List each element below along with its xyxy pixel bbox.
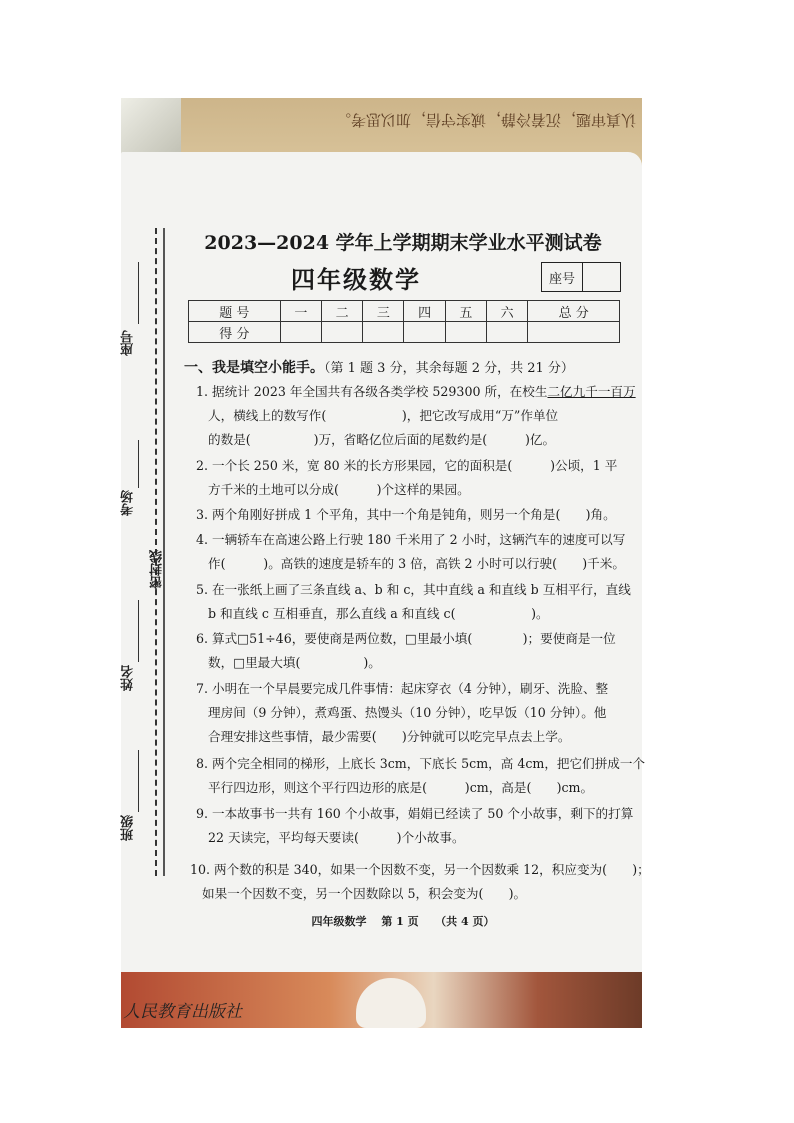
question-line: 理房间（9 分钟），煮鸡蛋、热馒头（10 分钟），吃早饭（10 分钟）。他 (208, 705, 607, 720)
margin-seal-label: 密封线 (150, 550, 165, 589)
score-table (188, 300, 620, 343)
page-footer: 四年级数学 第 1 页 （共 4 页） (311, 915, 495, 928)
score-header-row (189, 301, 620, 322)
question-line: 2. 一个长 250 米，宽 80 米的长方形果园，它的面积是( )公顷，1 平 (196, 458, 618, 473)
question-line: 8. 两个完全相同的梯形，上底长 3cm，下底长 5cm，高 4cm，把它们拼成一个 (196, 756, 646, 771)
score-cell[interactable] (280, 322, 321, 343)
question-line: 作( )。高铁的速度是轿车的 3 倍，高铁 2 小时可以行驶( )千米。 (208, 556, 625, 571)
question-line: 数，□里最大填( )。 (208, 655, 381, 670)
question-2 (196, 454, 628, 502)
question-5 (196, 578, 631, 626)
question-line: 人，横线上的数写作( )，把它改写成用“万”作单位 (208, 408, 559, 423)
question-line: 9. 一本故事书一共有 160 个小故事，娟娟已经读了 50 个小故事，剩下的打算 (196, 806, 634, 821)
score-header-cell: 五 (445, 301, 486, 322)
q1-underlined-number: 二亿九千一百万 (547, 384, 636, 399)
seat-field (138, 262, 139, 324)
exam-title: 2023—2024 学年上学期期末学业水平测试卷 (204, 232, 602, 254)
question-3 (196, 503, 628, 527)
score-cell[interactable] (363, 322, 404, 343)
question-line: 方千米的土地可以分成( )个这样的果园。 (208, 482, 470, 497)
question-10 (190, 858, 650, 906)
score-header-cell: 二 (321, 301, 362, 322)
score-row-label: 得 分 (189, 322, 281, 343)
name-field (138, 600, 139, 662)
section-heading (184, 357, 574, 377)
score-cell[interactable] (445, 322, 486, 343)
question-line: 4. 一辆轿车在高速公路上行驶 180 千米用了 2 小时，这辆汽车的速度可以写 (196, 532, 626, 547)
score-header-cell: 六 (487, 301, 528, 322)
margin-class-label: 班级 (121, 815, 136, 841)
question-line (196, 380, 636, 404)
margin-name-label: 姓名 (121, 665, 136, 691)
class-field (138, 750, 139, 812)
room-field (138, 440, 139, 488)
score-cell[interactable] (487, 322, 528, 343)
seat-number-label: 座号 (542, 263, 583, 291)
score-header-cell: 一 (280, 301, 321, 322)
score-header-cell: 总 分 (528, 301, 620, 322)
question-line: 22 天读完，平均每天要读( )个小故事。 (208, 830, 465, 845)
question-line: 的数是( )万，省略亿位后面的尾数约是( )亿。 (208, 432, 556, 447)
score-header-cell: 题 号 (189, 301, 281, 322)
score-cell[interactable] (404, 322, 445, 343)
section-note: （第 1 题 3 分，其余每题 2 分，共 21 分） (324, 361, 574, 376)
question-line: 6. 算式□51÷46，要使商是两位数，□里最小填( )；要使商是一位 (196, 631, 616, 646)
question-4 (196, 528, 628, 576)
section-title: 一、我是填空小能手。 (184, 360, 324, 376)
question-line: b 和直线 c 互相垂直，那么直线 a 和直线 c( )。 (208, 606, 549, 621)
envelope-text: 认真审题，沉着冷静，诚实守信，加以思考。 (335, 111, 636, 129)
score-cell[interactable] (321, 322, 362, 343)
q1-text: 1. 据统计 2023 年全国共有各级各类学校 529300 所，在校生 (196, 384, 548, 399)
seat-number-box[interactable] (541, 262, 621, 292)
question-line: 合理安排这些事情，最少需要( )分钟就可以吃完早点去上学。 (208, 729, 571, 744)
score-row (189, 322, 620, 343)
question-6 (196, 627, 628, 675)
score-cell[interactable] (528, 322, 620, 343)
question-line: 7. 小明在一个早晨要完成几件事情：起床穿衣（4 分钟），刷牙、洗脸、整 (196, 681, 609, 696)
margin-seat-label: 座号 (121, 330, 136, 356)
margin-room-label: 考场 (121, 490, 136, 516)
score-header-cell: 三 (363, 301, 404, 322)
question-1 (196, 380, 636, 452)
question-line: 如果一个因数不变，另一个因数除以 5，积会变为( )。 (202, 886, 527, 901)
question-line: 3. 两个角刚好拼成 1 个平角，其中一个角是钝角，则另一个角是( )角。 (196, 507, 616, 522)
question-7 (196, 677, 628, 749)
publisher-text: 人民教育出版社 (123, 1002, 242, 1022)
question-line: 平行四边形，则这个平行四边形的底是( )cm，高是( )cm。 (208, 780, 594, 795)
question-line: 5. 在一张纸上画了三条直线 a、b 和 c，其中直线 a 和直线 b 互相平行，直线 (196, 582, 631, 597)
question-line: 10. 两个数的积是 340，如果一个因数不变，另一个因数乘 12，积应变为( )； (190, 862, 650, 877)
question-8 (196, 752, 646, 800)
score-header-cell: 四 (404, 301, 445, 322)
question-9 (196, 802, 634, 850)
exam-subtitle: 四年级数学 (291, 265, 421, 294)
